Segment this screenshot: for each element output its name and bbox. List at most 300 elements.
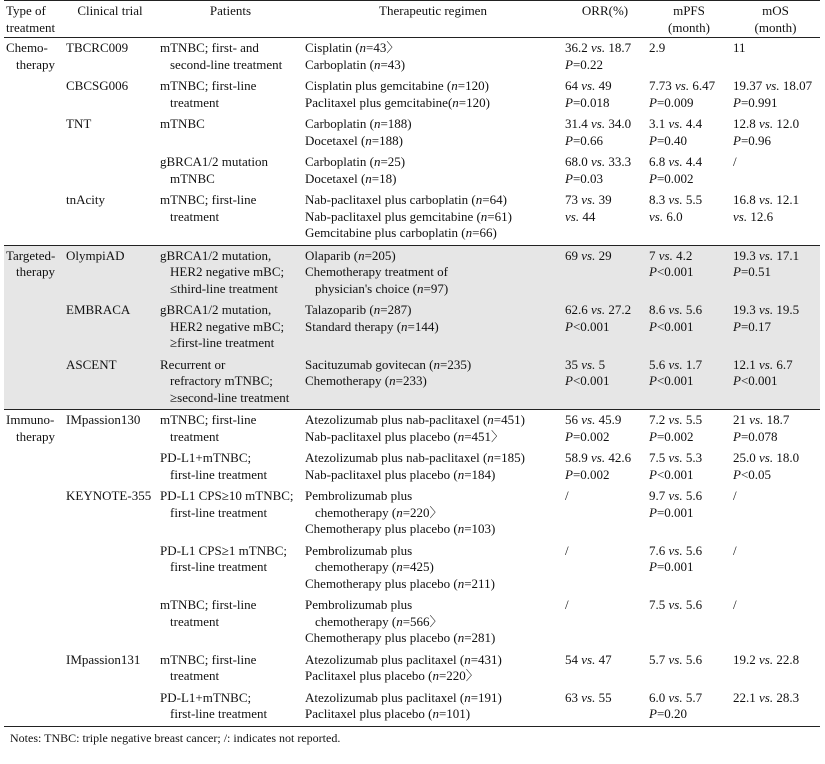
orr-line [565,40,645,57]
clinical-trial-cell: IMpassion130 [62,410,158,449]
clinical-trial-cell: OlympiAD [62,245,158,300]
italic-term: vs. [668,192,683,207]
mos-line [733,248,818,265]
text-run: Paclitaxel plus gemcitabine( [305,94,453,110]
text-run: 36.2 [565,40,591,55]
text-run: / [733,597,737,612]
regimen-line [305,319,561,336]
italic-term: n [396,504,403,520]
regimen-line [305,576,561,593]
italic-term: n [433,356,441,372]
orr-cell [563,38,647,77]
table-row [4,448,820,486]
patients-line: HER2 negative mBC; [170,318,285,334]
text-run: 3.1 [649,116,669,131]
mos-cell [731,190,820,245]
mos-line [733,543,818,560]
regimen-line [305,357,561,374]
orr-line [565,450,645,467]
text-run: 11 [733,40,746,55]
italic-term: vs. [668,542,683,558]
patients-cell [158,595,303,650]
text-run: 6.7 [773,356,793,372]
text-run: 5.5 [682,192,703,207]
regimen-line [305,248,561,265]
text-run: 18.0 [773,450,800,465]
italic-term: n [457,466,465,482]
italic-term: P [565,94,573,110]
patients-cell [158,355,303,410]
mos-line [733,302,818,319]
text-run: / [565,488,569,503]
text-run: 5.3 [682,450,703,465]
text-run: 5.7 [682,689,703,705]
text-run: =0.002 [656,170,694,186]
italic-term: n [475,192,483,207]
orr-cell [563,355,647,410]
text-run: 5.6 [682,542,703,558]
mos-line [733,450,818,467]
text-run: Talazoparib ( [305,302,374,317]
text-run: chemotherapy ( [315,559,397,574]
italic-term: P [649,428,657,444]
regimen-line [305,133,561,150]
text-run: 4.4 [682,116,703,131]
patients-cell [158,541,303,596]
text-run: chemotherapy ( [315,613,397,629]
orr-line [565,429,645,446]
italic-term: vs. [668,597,683,612]
orr-line [565,412,645,429]
text-run: Nab-paclitaxel plus gemcitabine ( [305,208,481,224]
regimen-cell [303,76,563,114]
italic-term: P [649,132,657,148]
italic-term: vs. [581,78,596,93]
regimen-line [305,154,561,171]
text-run: =0.001 [656,504,694,520]
text-run: Paclitaxel plus placebo ( [305,668,433,683]
orr-cell [563,300,647,355]
treatment-category-cell [4,76,62,114]
mpfs-cell [647,410,731,449]
italic-term: n [457,575,465,591]
text-run: 4.4 [682,154,703,169]
italic-term: vs. [658,247,673,263]
header-mpfs [647,1,731,38]
italic-term: P [565,56,573,72]
treatment-group [4,245,820,410]
regimen-line [305,192,561,209]
text-run: <0.001 [572,373,610,388]
italic-term: P [565,373,573,388]
header-clinical-trial: Clinical trial [62,1,158,38]
treatment-category-line: Chemo- [6,40,48,55]
mpfs-line [649,429,729,446]
patients-cell [158,410,303,449]
patients-cell [158,76,303,114]
table-header [4,1,820,38]
patients-cell [158,152,303,190]
italic-term: vs. [759,302,774,317]
mos-cell [731,541,820,596]
regimen-line [305,706,561,723]
mpfs-line [649,154,729,171]
italic-term: P [565,132,573,148]
regimen-cell [303,152,563,190]
text-run: Cisplatin plus gemcitabine ( [305,78,452,93]
italic-term: vs. [581,247,596,263]
mos-cell [731,300,820,355]
table-row [4,595,820,650]
table-row [4,410,820,449]
treatment-category-cell [4,650,62,688]
regimen-cell [303,190,563,245]
orr-line [565,133,645,150]
text-run: Chemotherapy treatment of [305,264,448,279]
text-run: 12.8 [733,116,759,131]
text-run: =0.22 [572,56,604,72]
text-run: =25) [380,154,406,169]
regimen-cell [303,410,563,449]
patients-cell [158,114,303,152]
text-run: Docetaxel ( [305,132,366,148]
text-run: 54 [565,651,582,667]
header-mos [731,1,820,38]
italic-term: P [649,706,657,721]
regimen-line [305,668,561,685]
text-run: 7.5 [649,450,669,465]
treatment-category-cell [4,152,62,190]
clinical-trial-cell: CBCSG006 [66,78,129,93]
clinical-trial-cell: KEYNOTE-355 [66,488,152,503]
mos-line [733,319,818,336]
mos-cell [731,486,820,541]
text-run: =66) [472,225,497,240]
text-run: =0.002 [572,428,610,444]
italic-term: n [480,208,488,224]
italic-term: n [432,706,439,721]
patients-line: second-line treatment [170,56,283,72]
mpfs-cell [647,152,731,190]
patients-line: treatment [170,668,220,683]
patients-line: PD-L1 CPS≥1 mTNBC; [160,542,288,558]
text-run: Chemotherapy plus placebo ( [305,630,458,645]
mos-line [733,154,818,171]
clinical-trial-cell [62,448,158,486]
regimen-line [305,116,561,133]
text-run: =220〉 [438,668,479,683]
italic-term: P [565,170,573,186]
orr-line [565,467,645,484]
text-run: 18.07 [779,78,813,93]
regimen-cell [303,541,563,596]
orr-line [565,690,645,707]
text-run: Nab-paclitaxel plus placebo ( [305,466,458,482]
orr-line [565,171,645,188]
text-run: 42.6 [605,450,632,465]
regimen-cell [303,688,563,727]
orr-line [565,543,645,560]
regimen-line [305,225,561,242]
text-run: 7.2 [649,412,669,427]
text-run: =18) [371,170,397,186]
text-run: =43) [380,56,406,72]
mos-line [733,412,818,429]
patients-line: gBRCA1/2 mutation, [160,302,272,317]
text-run: 56 [565,412,582,427]
treatment-category-cell [4,38,62,77]
orr-cell [563,448,647,486]
patients-line: mTNBC [160,116,205,131]
text-run: =0.20 [656,706,688,721]
text-run: Chemotherapy ( [305,373,390,388]
text-run: 5.6 [682,597,703,612]
regimen-line [305,78,561,95]
text-run: 19.2 [733,651,759,667]
text-run: Cisplatin ( [305,40,360,55]
orr-cell [563,595,647,650]
text-run: Paclitaxel plus placebo ( [305,706,433,721]
orr-cell [563,650,647,688]
text-run: 2.9 [649,40,666,55]
mos-line [733,40,818,57]
italic-term: n [452,94,459,110]
text-run: 73 [565,192,582,207]
mos-cell [731,650,820,688]
text-run: Sacituzumab govitecan ( [305,356,434,372]
mpfs-line [649,450,729,467]
text-run: =0.009 [656,94,694,110]
italic-term: P [733,373,741,388]
italic-term: P [649,504,657,520]
text-run: Atezolizumab plus paclitaxel ( [305,651,465,667]
italic-term: n [457,521,465,536]
orr-line [565,319,645,336]
text-run: 39 [595,192,612,207]
regimen-line [305,505,561,522]
patients-cell [158,190,303,245]
patients-line: refractory mTNBC; [170,373,273,388]
regimen-line [305,209,561,226]
mpfs-line [649,412,729,429]
text-run: 6.47 [689,78,716,93]
text-run: 6.0 [649,689,669,705]
regimen-cell [303,595,563,650]
treatment-group [4,38,820,246]
italic-term: n [487,450,494,465]
italic-term: vs. [581,651,596,667]
text-run: 64 [565,78,582,93]
patients-line: ≥first-line treatment [170,335,275,350]
italic-term: n [465,225,473,240]
table-container [4,0,824,746]
orr-line [565,488,645,505]
text-run: Standard therapy ( [305,318,402,334]
regimen-cell [303,355,563,410]
mpfs-line [649,505,729,522]
text-run: Chemotherapy plus placebo ( [305,521,458,536]
patients-line: mTNBC; first-line [160,78,257,93]
patients-line: ≥second-line treatment [170,389,290,405]
text-run: =0.078 [740,428,778,444]
patients-line: treatment [170,428,220,444]
text-run: =101) [438,706,471,721]
italic-term: n [373,56,381,72]
mpfs-line [649,488,729,505]
regimen-line [305,690,561,707]
patients-cell [158,300,303,355]
mos-line [733,488,818,505]
italic-term: P [649,94,657,110]
table-row [4,300,820,355]
table-row [4,114,820,152]
treatment-category-cell [4,245,62,300]
treatment-category-cell [4,114,62,152]
text-run: Atezolizumab plus paclitaxel ( [305,689,465,705]
text-run: 5.6 [682,488,703,503]
italic-term: P [733,428,741,444]
patients-line: mTNBC; first-line [160,192,257,207]
text-run: 45.9 [595,412,622,427]
text-run: =0.66 [572,132,604,148]
mos-line [733,597,818,614]
patients-line: PD-L1+mTNBC; [160,450,252,465]
italic-term: P [565,318,573,334]
text-run: =0.40 [656,132,688,148]
text-run: 22.1 [733,689,759,705]
patients-line: HER2 negative mBC; [170,264,285,279]
mpfs-cell [647,76,731,114]
text-run: =64) [482,192,507,207]
orr-cell [563,152,647,190]
header-patients: Patients [158,1,303,38]
table-row [4,190,820,245]
mos-line [733,357,818,374]
mpfs-cell [647,355,731,410]
mos-line [733,690,818,707]
text-run: 44 [579,208,596,224]
text-run: / [733,488,737,503]
text-run: 12.1 [773,192,800,207]
table-row [4,38,820,77]
text-run: 5 [595,356,606,372]
mos-line [733,429,818,446]
text-run: <0.05 [740,466,772,482]
mpfs-cell [647,650,731,688]
patients-line: mTNBC; first-line [160,412,257,427]
mos-line [733,133,818,150]
text-run: =0.17 [740,318,772,334]
italic-term: n [389,373,396,388]
mpfs-line [649,543,729,560]
text-run: =220〉 [402,504,443,520]
italic-term: n [396,613,403,629]
mos-line [733,264,818,281]
patients-line: first-line treatment [170,504,268,520]
italic-term: vs. [591,450,606,465]
italic-term: vs. [668,689,683,705]
table-row [4,76,820,114]
italic-term: P [649,559,657,574]
italic-term: vs. [668,302,683,317]
italic-term: P [565,466,573,482]
mpfs-line [649,116,729,133]
text-run: 18.7 [763,412,790,427]
clinical-trial-cell: ASCENT [62,355,158,410]
italic-term: n [416,280,424,296]
patients-line: treatment [170,208,220,224]
regimen-line [305,373,561,390]
italic-term: n [451,78,458,93]
italic-term: P [649,373,657,388]
clinical-trial-cell: EMBRACA [62,300,158,355]
clinical-trial-cell: TNT [66,116,92,131]
patients-cell [158,486,303,541]
text-run: Olaparib ( [305,247,359,263]
patients-line: gBRCA1/2 mutation, [160,247,272,263]
table-row [4,486,820,541]
text-run: 7.73 [649,78,675,93]
italic-term: vs. [759,450,774,465]
regimen-line [305,171,561,188]
header-type-line-2: treatment [6,19,56,35]
mos-cell [731,595,820,650]
text-run: =144) [407,318,439,334]
italic-term: vs. [581,192,596,207]
text-run: =0.002 [572,466,610,482]
regimen-cell [303,448,563,486]
patients-line: mTNBC; first- and [160,40,259,55]
regimen-line [305,57,561,74]
regimen-cell [303,300,563,355]
mpfs-line [649,690,729,707]
mpfs-cell [647,448,731,486]
patients-cell [158,688,303,727]
italic-term: n [359,40,367,55]
text-run: =235) [440,356,472,372]
mpfs-cell [647,595,731,650]
text-run: 19.37 [733,78,766,93]
mpfs-line [649,95,729,112]
text-run: Carboplatin ( [305,154,374,169]
regimen-line [305,652,561,669]
italic-term: n [457,428,465,444]
text-run: <0.001 [656,264,694,279]
mpfs-cell [647,688,731,727]
mos-line [733,467,818,484]
regimen-line [305,521,561,538]
text-run: 34.0 [605,116,632,131]
italic-term: P [649,264,657,279]
text-run: 12.6 [747,208,774,224]
mpfs-line [649,373,729,390]
regimen-line [305,412,561,429]
text-run: <0.001 [656,318,694,334]
orr-cell [563,486,647,541]
italic-term: vs. [759,689,774,705]
regimen-line [305,429,561,446]
treatment-group [4,410,820,727]
regimen-line [305,630,561,647]
text-run: Gemcitabine plus carboplatin ( [305,225,466,240]
text-run: =0.96 [740,132,772,148]
table-row [4,688,820,727]
italic-term: P [565,428,573,444]
mos-line [733,652,818,669]
text-run: =184) [464,466,496,482]
regimen-cell [303,38,563,77]
italic-term: vs. [733,208,748,224]
